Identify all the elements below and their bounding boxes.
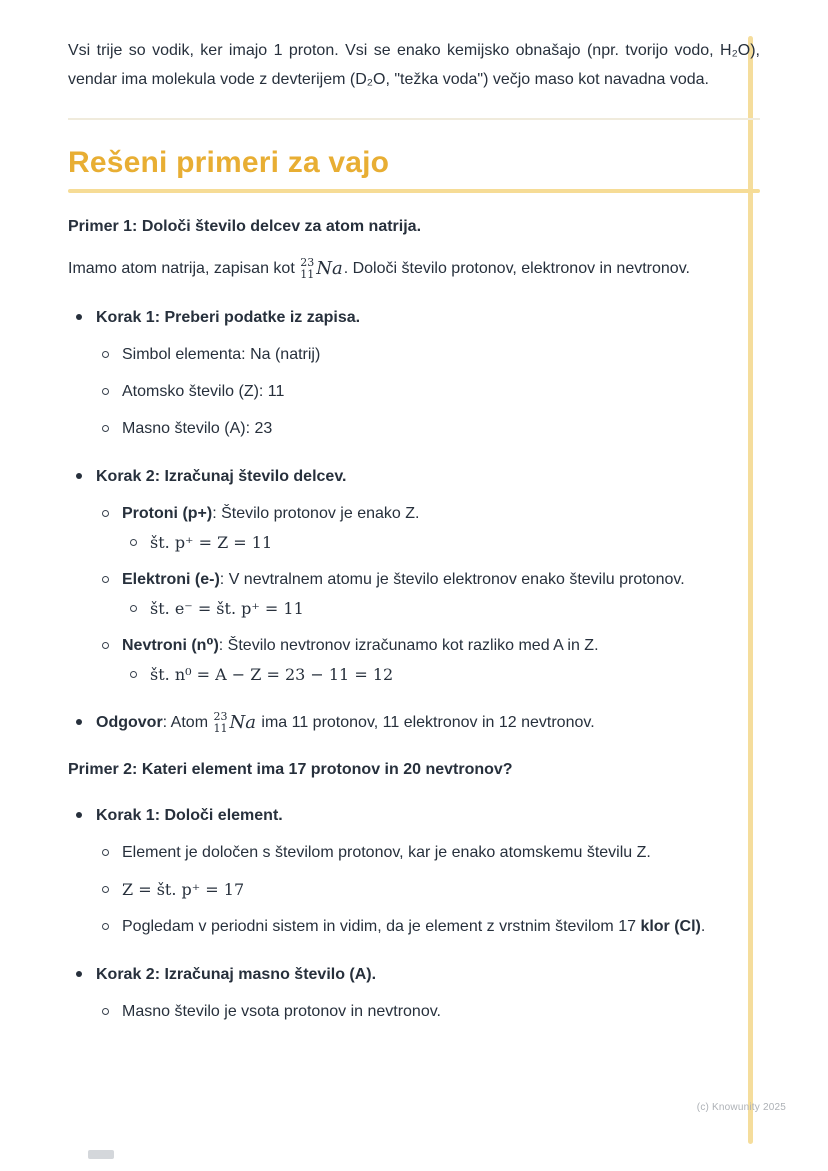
primer2-heading: Primer 2: Kateri element ima 17 protonov in 20 nevtronov? bbox=[68, 761, 513, 778]
korak1-title-item bbox=[76, 305, 760, 331]
disc-bullet-icon bbox=[76, 710, 96, 736]
circle-bullet-icon bbox=[102, 633, 122, 659]
math-item-elektroni bbox=[130, 596, 760, 622]
primer1-intro-paragraph bbox=[68, 254, 760, 283]
nuclide-mass-number: 23 bbox=[213, 709, 228, 723]
nuclide-atomic-number: 11 bbox=[300, 267, 315, 281]
circle-bullet-icon bbox=[102, 342, 122, 368]
disc-bullet-icon bbox=[76, 464, 96, 490]
nuclide-mass-number: 23 bbox=[300, 255, 315, 269]
math-expression: Z = št. p⁺ = 17 bbox=[122, 880, 245, 899]
elektroni-label: Elektroni (e-) bbox=[122, 571, 220, 588]
periodni-text-before: Pogledam v periodni sistem in vidim, da je element z vrstnim številom 17 bbox=[122, 918, 641, 935]
list-item-masno bbox=[102, 416, 760, 442]
nevtroni-label: Nevtroni (n⁰) bbox=[122, 637, 219, 654]
primer2-korak1-title-item bbox=[76, 803, 760, 829]
nuclide-element-symbol: Na bbox=[316, 257, 343, 279]
math-item-nevtroni bbox=[130, 662, 760, 688]
circle-bullet-icon bbox=[102, 416, 122, 442]
nuclide-element-symbol: Na bbox=[229, 711, 256, 733]
circle-bullet-icon bbox=[102, 999, 122, 1025]
circle-bullet-icon bbox=[102, 567, 122, 593]
circle-bullet-icon bbox=[130, 596, 150, 622]
section-title-underline bbox=[68, 189, 760, 193]
circle-bullet-icon bbox=[102, 914, 122, 940]
list-item-text: Atomsko število (Z): 11 bbox=[122, 383, 285, 400]
list-item-periodni-sistem bbox=[102, 914, 760, 940]
list-item-text: Element je določen s številom protonov, kar je enako atomskemu številu Z. bbox=[122, 844, 651, 861]
circle-bullet-icon bbox=[130, 530, 150, 556]
circle-bullet-icon bbox=[102, 840, 122, 866]
periodni-text-after: . bbox=[700, 918, 706, 935]
list-item-atomsko bbox=[102, 379, 760, 405]
primer2-korak2-title-item bbox=[76, 962, 760, 988]
list-item-element-dolocen bbox=[102, 840, 760, 866]
nuclide-atomic-number: 11 bbox=[213, 721, 228, 735]
math-expression: št. p⁺ = Z = 11 bbox=[150, 533, 273, 552]
klor-bold: klor (Cl) bbox=[640, 918, 701, 935]
list-item-text: Masno število je vsota protonov in nevtronov. bbox=[122, 1003, 441, 1020]
intro-paragraph: Vsi trije so vodik, ker imajo 1 proton. Vsi se enako kemijsko obnašajo (npr. tvorijo vodo, H₂O), vendar ima molekula vode z devterijem (D₂O, "težka voda") večjo maso kot navadna voda. bbox=[68, 42, 760, 88]
section-divider bbox=[68, 118, 760, 120]
math-item-z bbox=[102, 877, 760, 903]
odgovor-label: Odgovor bbox=[96, 714, 163, 731]
circle-bullet-icon bbox=[130, 662, 150, 688]
list-item-simbol bbox=[102, 342, 760, 368]
list-item-nevtroni bbox=[102, 633, 760, 659]
math-item-protoni bbox=[130, 530, 760, 556]
math-expression: št. e⁻ = št. p⁺ = 11 bbox=[150, 599, 304, 618]
circle-bullet-icon bbox=[102, 877, 122, 903]
protoni-label: Protoni (p+) bbox=[122, 505, 213, 522]
list-item-masno-vsota bbox=[102, 999, 760, 1025]
disc-bullet-icon bbox=[76, 803, 96, 829]
list-item-text: Simbol elementa: Na (natrij) bbox=[122, 346, 321, 363]
list-item-elektroni bbox=[102, 567, 760, 593]
disc-bullet-icon bbox=[76, 305, 96, 331]
list-item-protoni bbox=[102, 501, 760, 527]
primer1-intro-after: . Določi število protonov, elektronov in nevtronov. bbox=[343, 260, 690, 277]
odgovor-before: : Atom bbox=[162, 714, 213, 731]
math-expression: št. n⁰ = A − Z = 23 − 11 = 12 bbox=[150, 665, 394, 684]
korak1-title: Korak 1: Preberi podatke iz zapisa. bbox=[96, 309, 361, 326]
primer2-korak2-title: Korak 2: Izračunaj masno število (A). bbox=[96, 966, 377, 983]
copyright-watermark: (c) Knowunity 2025 bbox=[696, 1102, 786, 1113]
circle-bullet-icon bbox=[102, 501, 122, 527]
cut-off-next-content bbox=[88, 1150, 114, 1159]
nuclide-scripts bbox=[300, 257, 314, 281]
section-title: Rešeni primeri za vajo bbox=[68, 146, 390, 179]
disc-bullet-icon bbox=[76, 962, 96, 988]
primer1-intro-before: Imamo atom natrija, zapisan kot bbox=[68, 260, 300, 277]
elektroni-text: : V nevtralnem atomu je število elektronov enako številu protonov. bbox=[219, 571, 685, 588]
protoni-text: : Število protonov je enako Z. bbox=[212, 505, 420, 522]
nuclide-scripts bbox=[213, 711, 227, 735]
korak2-title-item bbox=[76, 464, 760, 490]
document-content bbox=[68, 36, 760, 1025]
list-item-text: Masno število (A): 23 bbox=[122, 420, 273, 437]
nuclide-notation bbox=[213, 711, 255, 735]
circle-bullet-icon bbox=[102, 379, 122, 405]
odgovor-after: ima 11 protonov, 11 elektronov in 12 nevtronov. bbox=[256, 714, 595, 731]
primer1-heading: Primer 1: Določi število delcev za atom natrija. bbox=[68, 218, 422, 235]
primer2-korak1-title: Korak 1: Določi element. bbox=[96, 807, 283, 824]
korak2-title: Korak 2: Izračunaj število delcev. bbox=[96, 468, 347, 485]
nuclide-notation bbox=[300, 257, 342, 281]
nevtroni-text: : Število nevtronov izračunamo kot razliko med A in Z. bbox=[218, 637, 599, 654]
odgovor-item bbox=[76, 710, 760, 736]
